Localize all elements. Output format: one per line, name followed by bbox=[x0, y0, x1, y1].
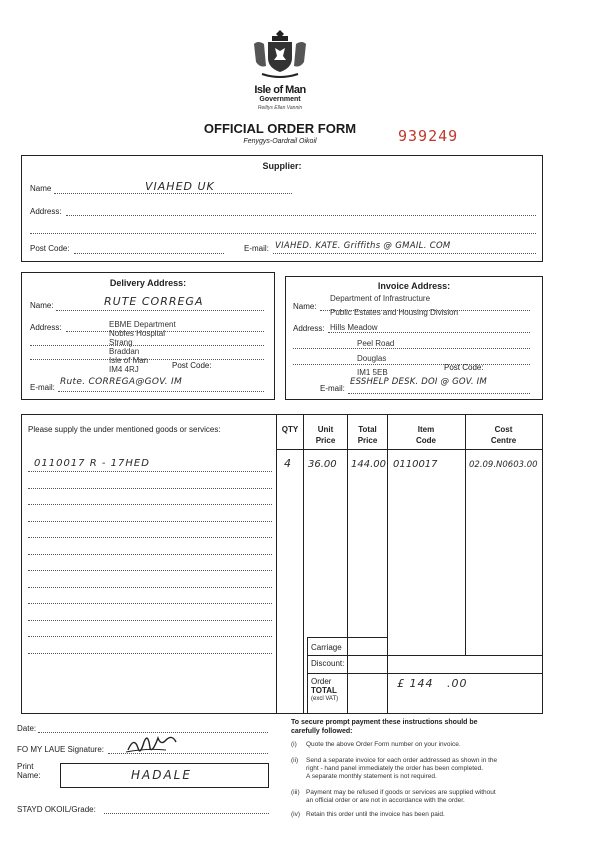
supplier-address-line-2[interactable] bbox=[30, 233, 536, 234]
invoice-name-line-2: Public Estates and Housing Division bbox=[330, 308, 459, 317]
goods-table bbox=[21, 414, 543, 714]
unit-price-header-1: Unit bbox=[317, 425, 334, 434]
item-code-header-2: Code bbox=[416, 436, 436, 445]
invoice-name-label: Name: bbox=[293, 302, 317, 311]
goods-row-line[interactable] bbox=[28, 504, 272, 505]
row1-item-code: 0110017 bbox=[393, 459, 438, 470]
order-total-label-3: (excl VAT) bbox=[311, 696, 339, 702]
invoice-address-line-1[interactable] bbox=[328, 332, 530, 333]
print-name-value: HADALE bbox=[131, 768, 192, 782]
goods-row-line[interactable] bbox=[28, 653, 272, 654]
invoice-address-line-1-text: Hills Meadow bbox=[330, 323, 378, 332]
form-subtitle: Fenygys-Oardrail Oikoil bbox=[243, 138, 317, 145]
instructions-title-2: carefully followed: bbox=[291, 728, 353, 735]
supplier-email-value: VIAHED. KATE. Griffiths @ GMAIL. COM bbox=[275, 241, 451, 251]
instruction-4-text: Retain this order until the invoice has been paid. bbox=[306, 811, 445, 818]
goods-row-line[interactable] bbox=[28, 471, 272, 472]
row1-qty: 4 bbox=[284, 457, 292, 470]
qty-header: QTY bbox=[281, 425, 299, 434]
supplier-postcode-label: Post Code: bbox=[30, 244, 70, 253]
row1-unit-price: 36.00 bbox=[308, 459, 337, 470]
supplier-email-label: E-mail: bbox=[244, 244, 269, 253]
delivery-address-line-1-text: EBME Department bbox=[109, 320, 176, 329]
invoice-email-label: E-mail: bbox=[320, 384, 345, 393]
delivery-address-section bbox=[21, 272, 275, 400]
instruction-3-text-1: Payment may be refused if goods or services are supplied without bbox=[306, 789, 496, 796]
item-code-header-1: Item bbox=[417, 425, 435, 434]
print-name-label-2: Name: bbox=[17, 771, 41, 780]
cost-centre-header-2: Centre bbox=[490, 436, 517, 445]
delivery-address-line-5-text: Isle of Man bbox=[109, 356, 149, 365]
supplier-heading: Supplier: bbox=[262, 161, 302, 171]
delivery-address-line-2[interactable] bbox=[30, 345, 264, 346]
row1-cost-centre: 02.09.N0603.00 bbox=[469, 460, 538, 470]
carriage-label: Carriage bbox=[311, 643, 342, 652]
goods-row-line[interactable] bbox=[28, 620, 272, 621]
invoice-address-line-2-text: Peel Road bbox=[357, 339, 395, 348]
instruction-3-text-2: an official order or are not in accordance with the order. bbox=[306, 797, 465, 804]
goods-row-line[interactable] bbox=[28, 537, 272, 538]
print-name-label-1: Print bbox=[17, 762, 34, 771]
supplier-address-line-1[interactable] bbox=[66, 215, 536, 216]
instruction-2-number: (ii) bbox=[291, 757, 299, 764]
delivery-name-label: Name: bbox=[30, 301, 54, 310]
instruction-1-number: (i) bbox=[291, 741, 297, 748]
supplier-postcode-field[interactable] bbox=[74, 253, 224, 254]
total-price-header-2: Price bbox=[357, 436, 378, 445]
invoice-address-label: Address: bbox=[293, 324, 325, 333]
delivery-address-line-3-text: Strang bbox=[109, 338, 133, 347]
unit-price-header-2: Price bbox=[315, 436, 336, 445]
brand-name: Isle of Man bbox=[254, 84, 306, 96]
supplier-address-label: Address: bbox=[30, 207, 62, 216]
delivery-email-label: E-mail: bbox=[30, 383, 55, 392]
invoice-address-line-3-text: Douglas bbox=[357, 354, 387, 363]
grade-label: STAYD OKOIL/Grade: bbox=[17, 805, 96, 814]
invoice-address-line-4-text: IM1 5EB bbox=[357, 368, 388, 377]
goods-row-line[interactable] bbox=[28, 521, 272, 522]
government-crest-logo bbox=[248, 26, 312, 84]
invoice-heading: Invoice Address: bbox=[377, 281, 451, 291]
instruction-2-text-1: Send a separate invoice for each order addressed as shown in the bbox=[306, 757, 498, 764]
goods-row-line[interactable] bbox=[28, 554, 272, 555]
grade-field[interactable] bbox=[104, 813, 269, 814]
delivery-postcode-label: Post Code: bbox=[172, 361, 212, 370]
row1-total-price: 144.00 bbox=[351, 459, 386, 470]
invoice-email-value: ESSHELP DESK. DOI @ GOV. IM bbox=[350, 377, 487, 387]
delivery-email-field[interactable] bbox=[58, 391, 264, 392]
delivery-email-value: Rute. CORREGA@GOV. IM bbox=[60, 377, 183, 387]
invoice-address-line-3[interactable] bbox=[293, 364, 530, 365]
order-number: 939249 bbox=[398, 127, 459, 145]
supplier-name-value: VIAHED UK bbox=[145, 180, 215, 193]
cost-centre-header-1: Cost bbox=[494, 425, 513, 434]
goods-row-line[interactable] bbox=[28, 636, 272, 637]
row1-description: 0110017 R - 17HED bbox=[34, 458, 150, 469]
goods-description-header: Please supply the under mentioned goods or services: bbox=[28, 425, 221, 434]
delivery-address-line-6-text: IM4 4RJ bbox=[109, 365, 139, 374]
goods-row-line[interactable] bbox=[28, 488, 272, 489]
brand-subtitle: Government bbox=[259, 96, 301, 103]
goods-row-line[interactable] bbox=[28, 603, 272, 604]
supplier-email-field[interactable] bbox=[273, 253, 536, 254]
goods-row-line[interactable] bbox=[28, 587, 272, 588]
order-total-label-2: TOTAL bbox=[311, 686, 337, 695]
signature-label: FO MY LAUE Signature: bbox=[17, 745, 104, 754]
order-total-value: £ 144 .00 bbox=[397, 677, 468, 690]
delivery-name-value: RUTE CORREGA bbox=[104, 295, 204, 308]
supplier-section bbox=[21, 155, 543, 262]
invoice-address-line-2[interactable] bbox=[293, 348, 530, 349]
discount-label: Discount: bbox=[311, 659, 345, 668]
order-total-label-1: Order bbox=[311, 677, 332, 686]
supplier-name-field[interactable] bbox=[54, 193, 292, 194]
delivery-address-label: Address: bbox=[30, 323, 62, 332]
instruction-2-text-2: right - hand panel immediately the order has been completed. bbox=[306, 765, 484, 772]
brand-manx-name: Reiltys Ellan Vannin bbox=[257, 105, 303, 111]
delivery-address-line-2-text: Nobles Hospital bbox=[109, 329, 166, 338]
invoice-postcode-label: Post Code: bbox=[444, 363, 484, 372]
instruction-3-number: (iii) bbox=[291, 789, 300, 796]
invoice-address-section bbox=[285, 276, 543, 400]
delivery-name-field[interactable] bbox=[56, 310, 264, 311]
goods-row-line[interactable] bbox=[28, 570, 272, 571]
total-price-header-1: Total bbox=[358, 425, 377, 434]
instruction-4-number: (iv) bbox=[291, 811, 301, 818]
signature-image bbox=[124, 732, 184, 756]
invoice-email-field[interactable] bbox=[348, 393, 530, 394]
delivery-address-line-4-text: Braddan bbox=[109, 347, 140, 356]
invoice-name-line-1: Department of Infrastructure bbox=[330, 294, 431, 303]
instruction-1-text: Quote the above Order Form number on your invoice. bbox=[306, 741, 461, 748]
form-title: OFFICIAL ORDER FORM bbox=[203, 121, 357, 136]
instructions-title-1: To secure prompt payment these instructions should be bbox=[291, 719, 478, 726]
delivery-heading: Delivery Address: bbox=[109, 278, 187, 288]
date-label: Date: bbox=[17, 724, 37, 733]
supplier-name-label: Name bbox=[30, 184, 52, 193]
instruction-2-text-3: A separate monthly statement is not required. bbox=[306, 773, 437, 780]
